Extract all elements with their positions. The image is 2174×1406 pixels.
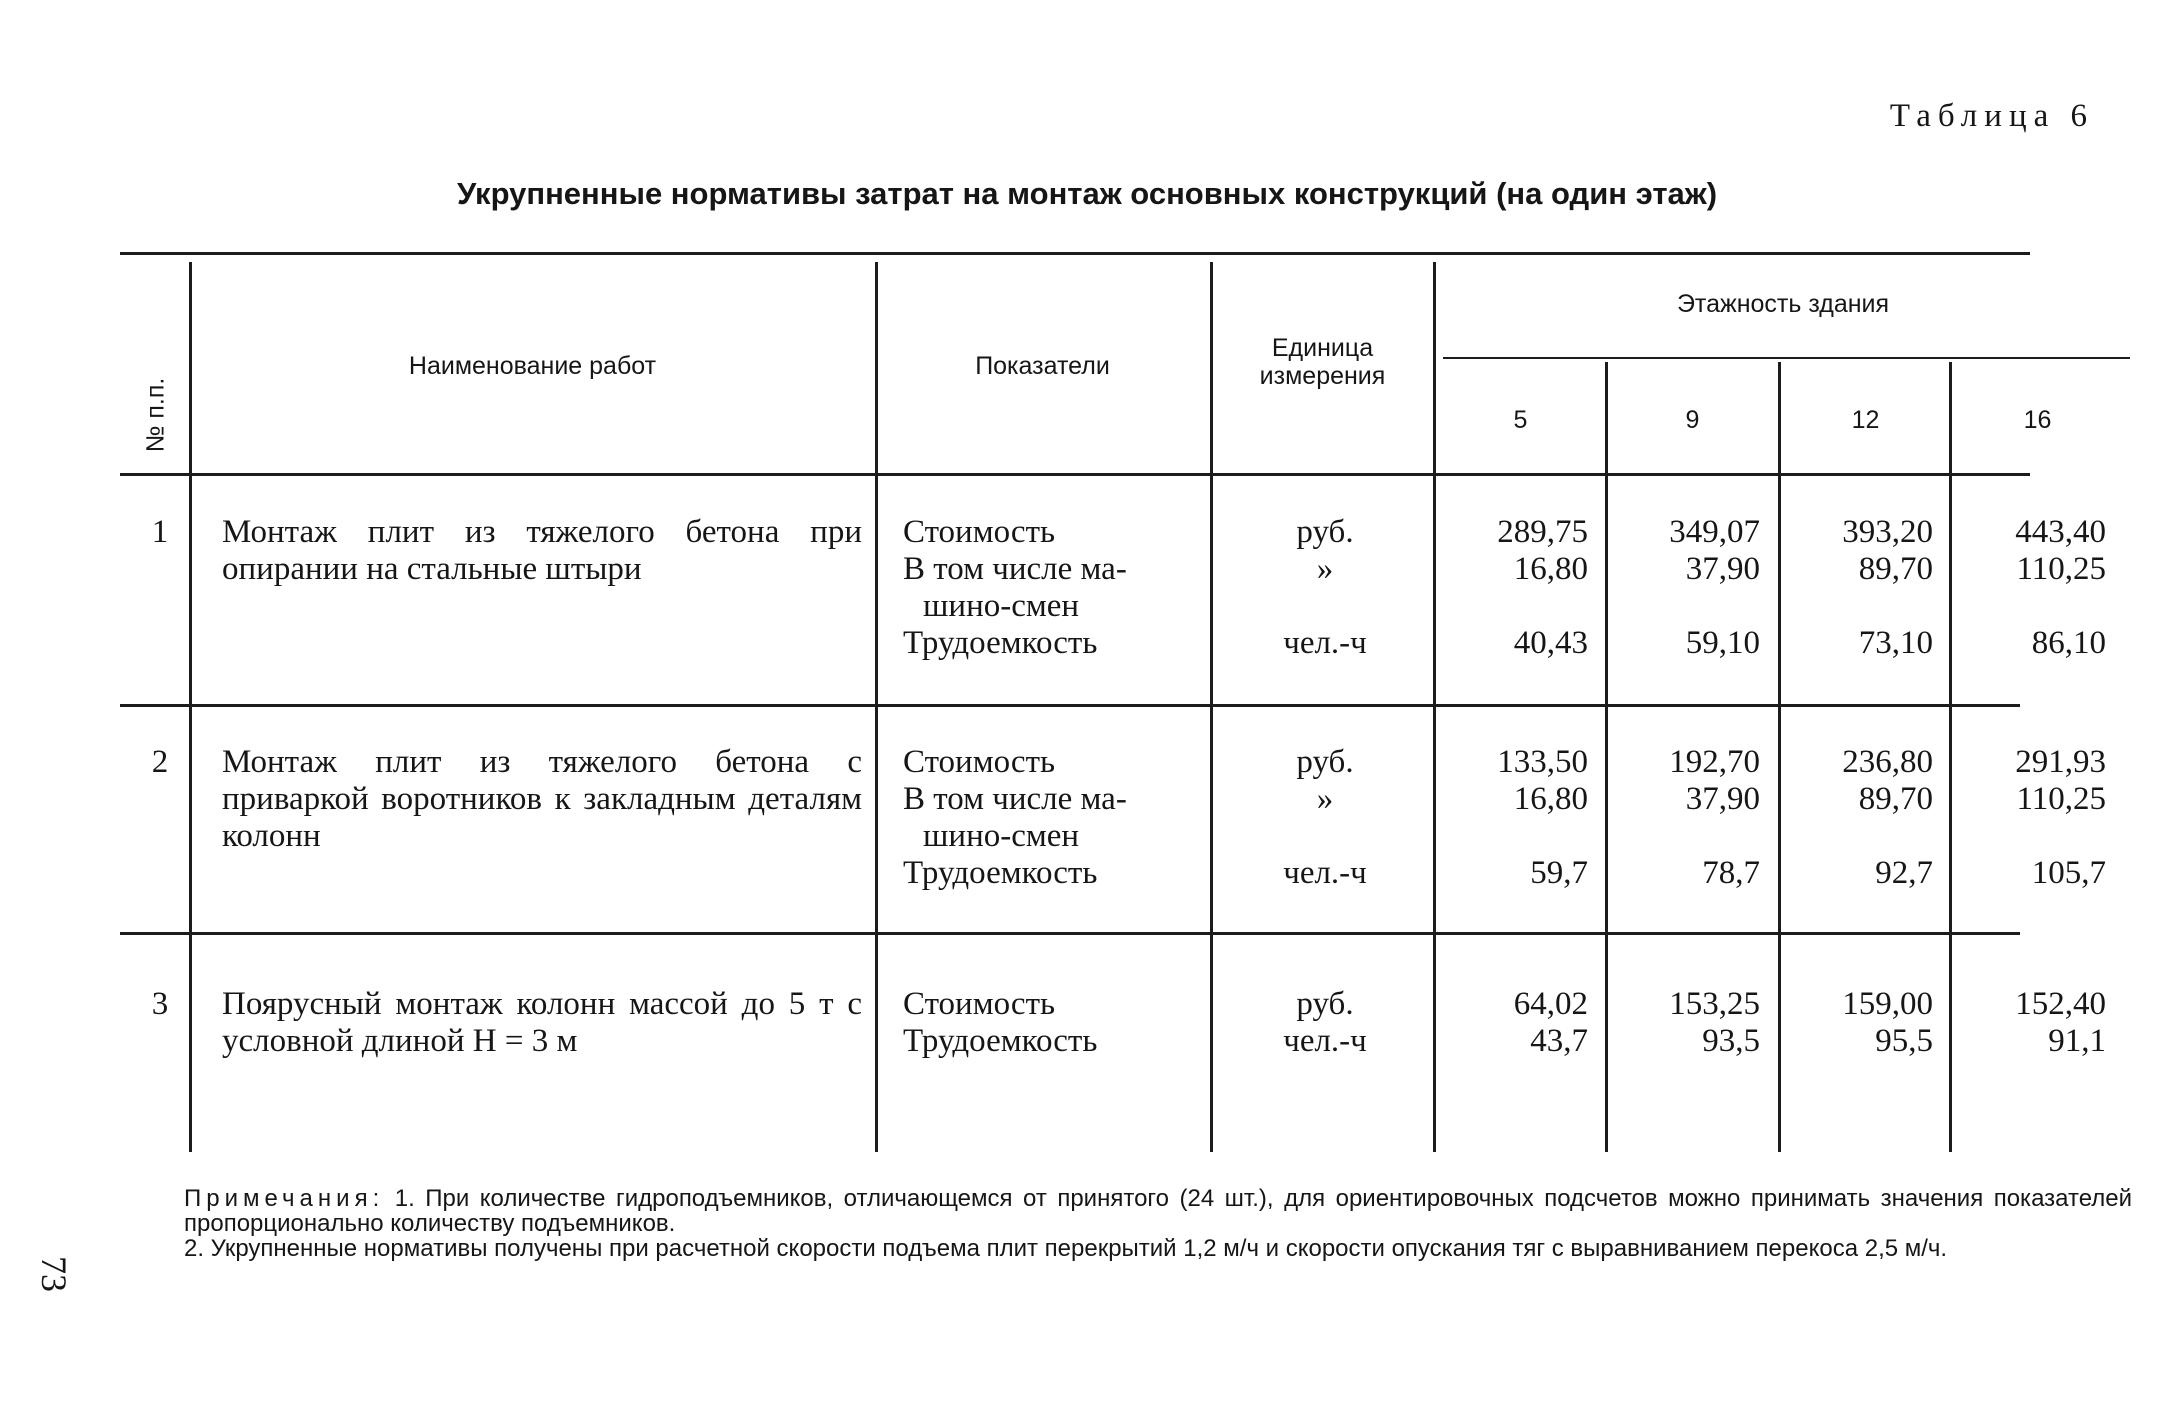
row1-floor9-spacer — [1612, 588, 1760, 625]
row2-num: 2 — [151, 744, 169, 780]
table-notes — [112, 1186, 2132, 1261]
header-floor-5: 5 — [1513, 406, 1528, 434]
row2-floor12-spacer — [1785, 818, 1933, 855]
table-top-rule — [120, 252, 2030, 255]
row1-floor16-machine: 110,25 — [2016, 551, 2106, 587]
row1-values-floor-12 — [1785, 514, 1933, 662]
row3-values-floor-12 — [1785, 986, 1933, 1060]
row2-unit-cost: руб. — [1296, 744, 1354, 780]
row3-floor9-labor: 93,5 — [1702, 1023, 1760, 1059]
header-floors-group: Этажность здания — [1676, 290, 1890, 318]
row2-bottom-rule — [120, 932, 2020, 935]
page-number: 73 — [34, 1256, 74, 1292]
col-divider-floor-12 — [1949, 362, 1952, 1152]
row3-units — [1215, 986, 1435, 1060]
row2-floor16-cost: 291,93 — [2015, 744, 2106, 780]
row3-indicators — [903, 986, 1195, 1060]
row2-floor16-machine: 110,25 — [2016, 781, 2106, 817]
row2-indicator-labor: Трудоемкость — [903, 855, 1098, 891]
row1-floor5-cost: 289,75 — [1497, 514, 1588, 550]
row3-num: 3 — [151, 986, 169, 1022]
row3-floor5-cost: 64,02 — [1513, 986, 1588, 1022]
row1-floor5-machine: 16,80 — [1513, 551, 1588, 587]
row2-floor5-machine: 16,80 — [1513, 781, 1588, 817]
table-title: Укрупненные нормативы затрат на монтаж основных конструкций (на один этаж) — [456, 176, 1718, 211]
row1-floor16-spacer — [1958, 588, 2106, 625]
row3-floor12-cost: 159,00 — [1842, 986, 1933, 1022]
header-floor-12: 12 — [1851, 406, 1880, 434]
row3-indicator-cost: Стоимость — [903, 986, 1056, 1022]
row2-floor12-machine: 89,70 — [1858, 781, 1933, 817]
row3-values-floor-5 — [1440, 986, 1588, 1060]
row3-work: Поярусный монтаж колонн массой до 5 т с условной длиной H = 3 м — [222, 986, 862, 1059]
row3-floor5-labor: 43,7 — [1530, 1023, 1588, 1059]
row1-floor5-labor: 40,43 — [1513, 625, 1588, 661]
row2-floor9-labor: 78,7 — [1702, 855, 1760, 891]
row2-floor5-spacer — [1440, 818, 1588, 855]
row1-unit-labor: чел.-ч — [1283, 625, 1367, 661]
row2-floor16-spacer — [1958, 818, 2106, 855]
row1-floor9-machine: 37,90 — [1685, 551, 1760, 587]
row1-floor9-labor: 59,10 — [1685, 625, 1760, 661]
header-unit — [1215, 334, 1430, 390]
row2-work: Монтаж плит из тяжелого бетона с приваркой воротников к закладным деталям колонн — [222, 744, 862, 854]
row3-values-floor-16 — [1958, 986, 2106, 1060]
row1-floor12-labor: 73,10 — [1858, 625, 1933, 661]
row1-num: 1 — [151, 514, 169, 550]
row2-unit-labor: чел.-ч — [1283, 855, 1367, 891]
row1-unit-machine: » — [1316, 551, 1334, 587]
header-unit-line1: Единица — [1271, 334, 1374, 362]
row2-floor12-labor: 92,7 — [1875, 855, 1933, 891]
row1-indicator-machine: В том числе ма- — [903, 551, 1127, 587]
row2-values-floor-5 — [1440, 744, 1588, 892]
row1-floor12-machine: 89,70 — [1858, 551, 1933, 587]
header-floor-16: 16 — [2023, 406, 2052, 434]
row3-indicator-labor: Трудоемкость — [903, 1023, 1098, 1059]
row2-floor12-cost: 236,80 — [1842, 744, 1933, 780]
notes-lead: Примечания: — [184, 1185, 385, 1212]
row3-floor16-labor: 91,1 — [2048, 1023, 2106, 1059]
row1-values-floor-5 — [1440, 514, 1588, 662]
row2-floor5-labor: 59,7 — [1530, 855, 1588, 891]
row1-floor16-cost: 443,40 — [2015, 514, 2106, 550]
row2-indicator-cost: Стоимость — [903, 744, 1056, 780]
row1-indicator-cost: Стоимость — [903, 514, 1056, 550]
row2-values-floor-12 — [1785, 744, 1933, 892]
row2-floor9-machine: 37,90 — [1685, 781, 1760, 817]
col-divider-indicators — [1210, 262, 1213, 1152]
row1-units — [1215, 514, 1435, 662]
table-label: Таблица 6 — [1889, 98, 2094, 134]
row2-unit-machine: » — [1316, 781, 1334, 817]
row3-unit-labor: чел.-ч — [1283, 1023, 1367, 1059]
row2-indicator-machine: В том числе ма- — [903, 781, 1127, 817]
header-bottom-rule — [120, 473, 2030, 476]
header-floor-9: 9 — [1685, 406, 1700, 434]
row1-floor5-spacer — [1440, 588, 1588, 625]
col-divider-floor-5 — [1605, 362, 1608, 1152]
row2-indicator-machine-cont: шино-смен — [923, 818, 1080, 854]
floors-group-rule — [1443, 357, 2130, 359]
row2-floor9-spacer — [1612, 818, 1760, 855]
row1-indicators — [903, 514, 1195, 662]
row1-unit-blank — [1215, 588, 1435, 625]
row3-floor16-cost: 152,40 — [2015, 986, 2106, 1022]
header-work: Наименование работ — [408, 352, 657, 380]
row3-unit-cost: руб. — [1296, 986, 1354, 1022]
row2-floor9-cost: 192,70 — [1669, 744, 1760, 780]
row2-indicators — [903, 744, 1195, 892]
col-divider-work — [875, 262, 878, 1152]
col-divider-num — [189, 262, 192, 1152]
row1-floor12-cost: 393,20 — [1842, 514, 1933, 550]
row1-bottom-rule — [120, 704, 2020, 707]
header-indicators: Показатели — [975, 352, 1110, 380]
row1-unit-cost: руб. — [1296, 514, 1354, 550]
note-2: 2. Укрупненные нормативы получены при расчетной скорости подъема плит перекрытий 1,2 м/ч и скорости опускания тяг с выравниванием перекоса 2,5 м/ч. — [184, 1235, 1948, 1262]
col-divider-floor-9 — [1778, 362, 1781, 1152]
row2-floor16-labor: 105,7 — [2031, 855, 2106, 891]
row1-floor16-labor: 86,10 — [2031, 625, 2106, 661]
row3-values-floor-9 — [1612, 986, 1760, 1060]
row2-values-floor-16 — [1958, 744, 2106, 892]
row2-floor5-cost: 133,50 — [1497, 744, 1588, 780]
row1-floor12-spacer — [1785, 588, 1933, 625]
row3-floor12-labor: 95,5 — [1875, 1023, 1933, 1059]
row1-values-floor-16 — [1958, 514, 2106, 662]
row1-indicator-machine-cont: шино-смен — [923, 588, 1080, 624]
row1-indicator-labor: Трудоемкость — [903, 625, 1098, 661]
header-unit-line2: измерения — [1259, 362, 1386, 390]
row2-values-floor-9 — [1612, 744, 1760, 892]
row1-floor9-cost: 349,07 — [1669, 514, 1760, 550]
row1-work: Монтаж плит из тяжелого бетона при опирании на стальные штыри — [222, 514, 862, 587]
header-num: № п.п. — [141, 377, 170, 453]
row3-floor9-cost: 153,25 — [1669, 986, 1760, 1022]
row1-values-floor-9 — [1612, 514, 1760, 662]
note-1 — [112, 1186, 2132, 1236]
row2-units — [1215, 744, 1435, 892]
row2-unit-blank — [1215, 818, 1435, 855]
note-1-text: 1. При количестве гидроподъемников, отличающемся от принятого (24 шт.), для ориентировочных подсчетов можно принимать значения показателей пропорционально количеству подъемников. — [184, 1185, 2133, 1237]
